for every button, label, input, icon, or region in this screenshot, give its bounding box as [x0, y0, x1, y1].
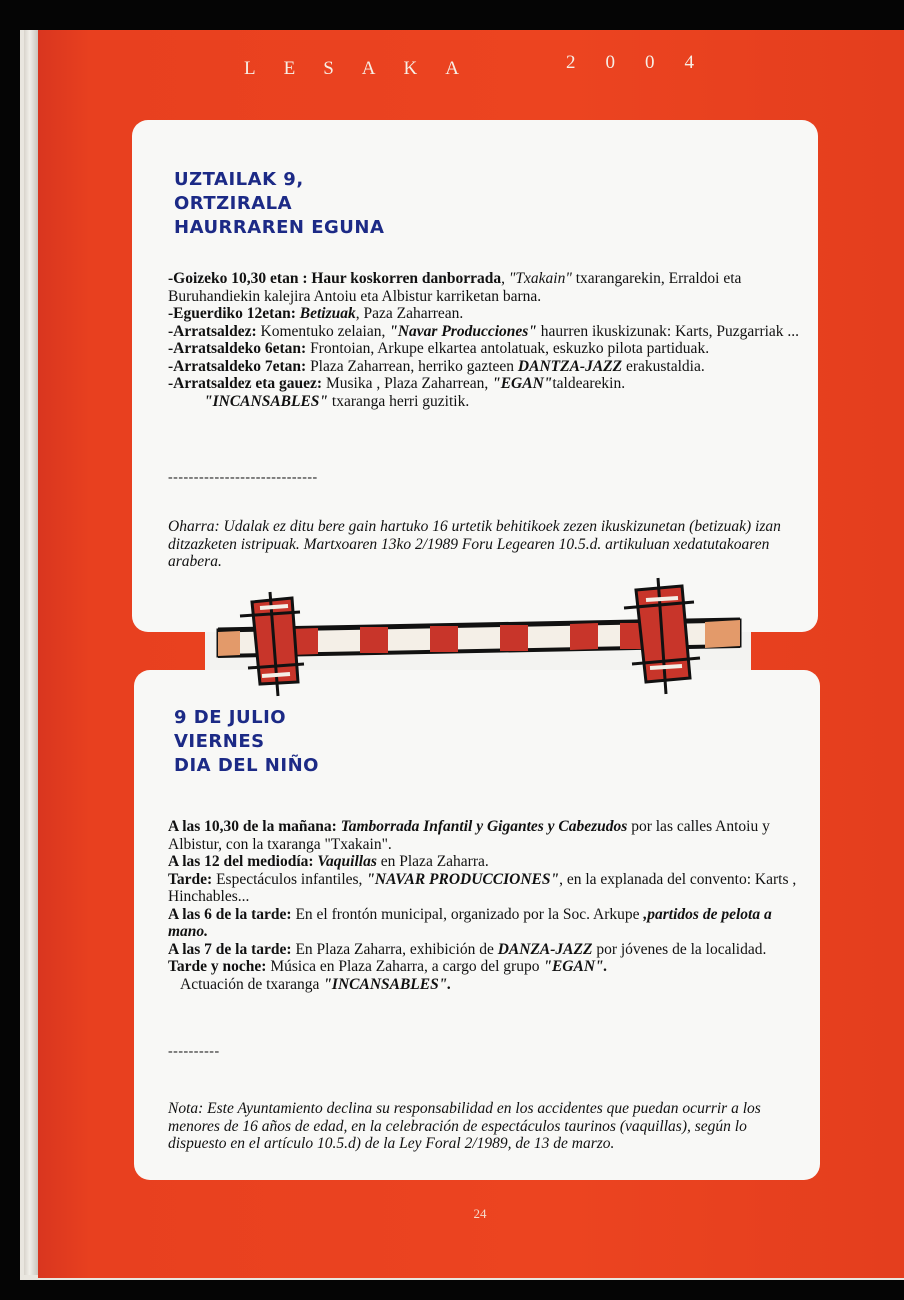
spanish-program-card — [134, 670, 820, 1180]
basque-note: Oharra: Udalak ez ditu bere gain hartuko 16 urtetik behitikoek zezen ikuskizunetan (betizuak) izan ditzazketen istripuak. Martxoaren 13ko 2/1989 Foru Legearen 10.5.d. artikuluan xedatutakoaren arabera. — [168, 518, 781, 570]
binding-edge — [24, 30, 38, 1275]
list-item: -Arratsaldez eta gauez: Musika , Plaza Zaharrean, "EGAN"taldearekin. — [168, 375, 626, 392]
basque-program-list — [168, 270, 808, 410]
striped-banner-icon — [200, 572, 760, 702]
list-item: A las 12 del mediodía: Vaquillas en Plaza Zaharra. — [168, 853, 489, 870]
banner-tip — [218, 631, 240, 656]
list-item: -Arratsaldez: Komentuko zelaian, "Navar Producciones" haurren ikuskizunak: Karts, Puzgarriak ... — [168, 322, 800, 340]
separator: ----------------------------- — [168, 470, 318, 485]
basque-heading — [174, 168, 384, 240]
heading-line: DIA DEL NIÑO — [174, 755, 319, 776]
list-item: A las 10,30 de la mañana: Tamborrada Infantil y Gigantes y Cabezudos por las calles Antoiu y Albistur, con la txaranga "Txakain". — [168, 818, 770, 853]
banner-tip — [705, 620, 740, 648]
list-item: "INCANSABLES" txaranga herri guzitik. — [204, 392, 470, 410]
list-item: -Eguerdiko 12etan: Betizuak, Paza Zaharrean. — [168, 305, 464, 322]
list-item: A las 6 de la tarde: En el frontón municipal, organizado por la Soc. Arkupe ,partidos de pelota a mano. — [168, 905, 772, 940]
header-year: 2004 — [566, 52, 724, 73]
spanish-heading — [174, 706, 319, 778]
heading-line: UZTAILAK 9, — [174, 169, 304, 190]
list-item: A las 7 de la tarde: En Plaza Zaharra, exhibición de DANZA-JAZZ por jóvenes de la localidad. — [168, 940, 767, 958]
list-item: Tarde: Espectáculos infantiles, "NAVAR PRODUCCIONES", en la explanada del convento: Karts , Hinchables... — [168, 870, 797, 905]
spanish-program-list — [168, 818, 810, 993]
list-item: -Arratsaldeko 7etan: Plaza Zaharrean, herriko gazteen DANTZA-JAZZ erakustaldia. — [168, 357, 705, 375]
heading-line: ORTZIRALA — [174, 193, 293, 214]
basque-program-card — [132, 120, 818, 632]
heading-line: 9 DE JULIO — [174, 707, 287, 728]
list-item: -Arratsaldeko 6etan: Frontoian, Arkupe elkartea antolatuak, eskuzko pilota partiduak. — [168, 340, 710, 357]
heading-line: VIERNES — [174, 731, 265, 752]
list-item: Tarde y noche: Música en Plaza Zaharra, a cargo del grupo "EGAN". — [168, 958, 608, 975]
list-item: -Goizeko 10,30 etan : Haur koskorren danborrada, "Txakain" txarangarekin, Erraldoi eta Buruhandiekin kalejira Antoiu eta Albistur karriketan barna. — [168, 270, 742, 305]
header-title: LESAKA — [244, 58, 487, 79]
page-number: 24 — [473, 1206, 487, 1221]
heading-line: HAURRAREN EGUNA — [174, 217, 385, 238]
list-item: Actuación de txaranga "INCANSABLES". — [180, 975, 452, 993]
separator: ---------- — [168, 1044, 220, 1059]
page-header — [244, 52, 724, 82]
spanish-note: Nota: Este Ayuntamiento declina su responsabilidad en los accidentes que puedan ocurrir a los menores de 16 años de edad, en la celebración de espectáculos taurinos (vaquillas), según lo dispuesto en el artículo 10.5.d) de la Ley Foral 2/1989, de 13 de marzo. — [168, 1100, 761, 1152]
